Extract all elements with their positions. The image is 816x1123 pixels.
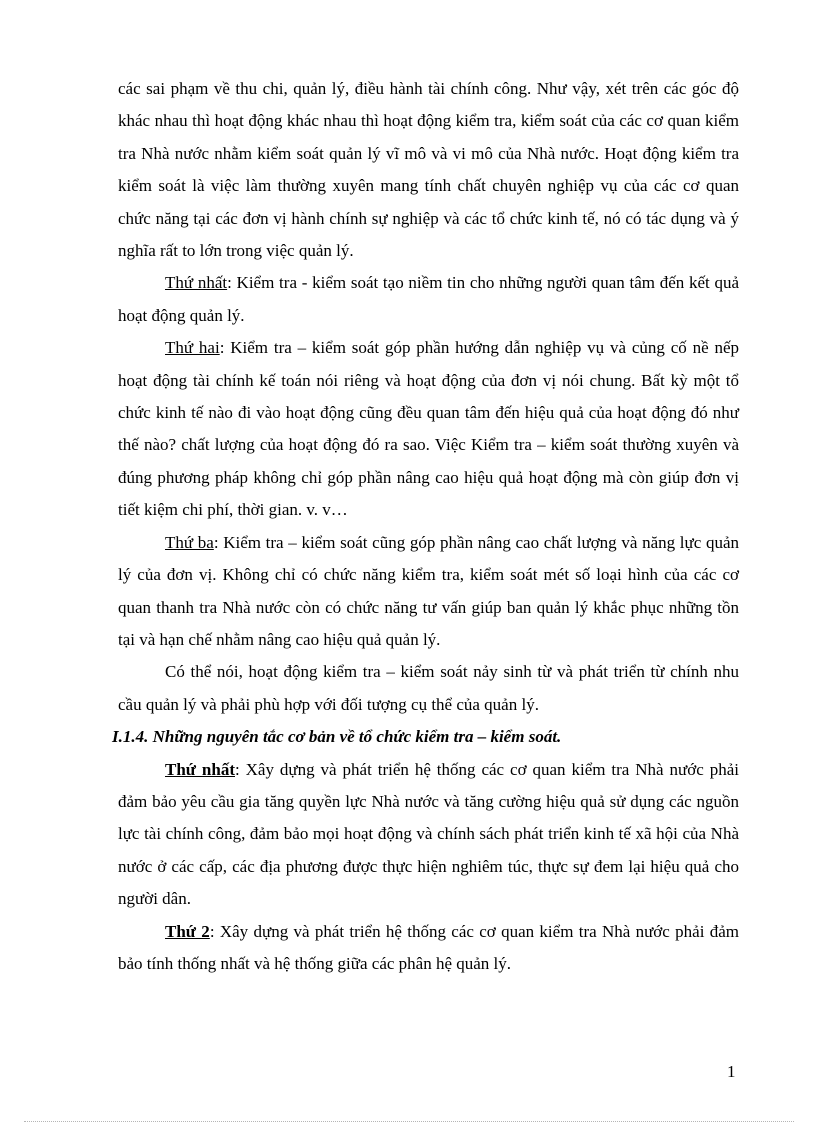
principle-text: : Xây dựng và phát triển hệ thống các cơ quan kiểm tra Nhà nước phải đảm bảo tính thống nhất và hệ thống giữa các phân hệ quản lý. [118,921,739,973]
page-number: 1 [727,1062,736,1081]
principle-label: Thứ nhất [165,759,235,779]
paragraph-intro: các sai phạm về thu chi, quản lý, điều hành tài chính công. Như vậy, xét trên các góc độ khác nhau thì hoạt động khác nhau thì hoạt động kiểm tra, kiểm soát của các cơ quan kiểm tra Nhà nước nhằm kiểm soát quản lý vĩ mô và vi mô của Nhà nước. Hoạt động kiểm tra kiểm soát là việc làm thường xuyên mang tính chất chuyên nghiệp vụ của các cơ quan chức năng tại các đơn vị hành chính sự nghiệp và các tổ chức kinh tế, nó có tác dụng và ý nghĩa rất to lớn trong việc quản lý. [118,79,739,261]
paragraph-thu-hai [118,332,739,526]
paragraph-text: : Kiểm tra - kiểm soát tạo niềm tin cho những người quan tâm đến kết quả hoạt động quản lý. [118,273,740,325]
paragraph-text: : Kiểm tra – kiểm soát góp phần hướng dẫn nghiệp vụ và củng cố nề nếp hoạt động tài chính kế toán nói riêng và hoạt động của đơn vị nói chung. Bất kỳ một tổ chức kinh tế nào đi vào hoạt động cũng đều quan tâm đến hiệu quả của hoạt động đó như thế nào? chất lượng của hoạt động đó ra sao. Việc Kiểm tra – kiểm soát thường xuyên và đúng phương pháp không chỉ góp phần nâng cao hiệu quả hoạt động mà còn giúp đơn vị tiết kiệm chi phí, thời gian. v. v… [118,338,739,520]
paragraph-thu-ba [118,527,739,657]
page-bottom-border [24,1121,794,1122]
body-text [112,73,740,980]
principle-thu-2 [118,916,739,981]
paragraph-label: Thứ hai [165,338,220,358]
paragraph-text: : Kiểm tra – kiểm soát cũng góp phần nâng cao chất lượng và năng lực quản lý của đơn vị. Không chỉ có chức năng kiểm tra, kiểm soát mét số loại hình của các cơ quan thanh tra Nhà nước còn có chức năng tư vấn giúp ban quản lý khắc phục những tồn tại và hạn chế nhằm nâng cao hiệu quả quản lý. [118,532,739,649]
principle-label: Thứ 2 [165,921,210,941]
paragraph-label: Thứ nhất [165,273,228,293]
paragraph-conclusion: Có thể nói, hoạt động kiểm tra – kiểm soát nảy sinh từ và phát triển từ chính nhu cầu quản lý và phải phù hợp với đối tượng cụ thể của quản lý. [118,662,739,714]
paragraph-label: Thứ ba [165,532,214,552]
principle-text: : Xây dựng và phát triển hệ thống các cơ quan kiểm tra Nhà nước phải đảm bảo yêu cầu gia tăng quyền lực Nhà nước và tăng cường hiệu quả sử dụng các nguồn lực tài chính công, đảm bảo mọi hoạt động và chính sách phát triển kinh tế xã hội của Nhà nước ở các cấp, các địa phương được thực hiện nghiêm túc, thực sự đem lại hiệu quả cho người dân. [118,759,739,909]
paragraph-thu-nhat [118,267,739,332]
principle-thu-nhat [118,754,739,916]
section-heading: I.1.4. Những nguyên tắc cơ bản về tổ chức kiểm tra – kiểm soát. [112,727,562,747]
